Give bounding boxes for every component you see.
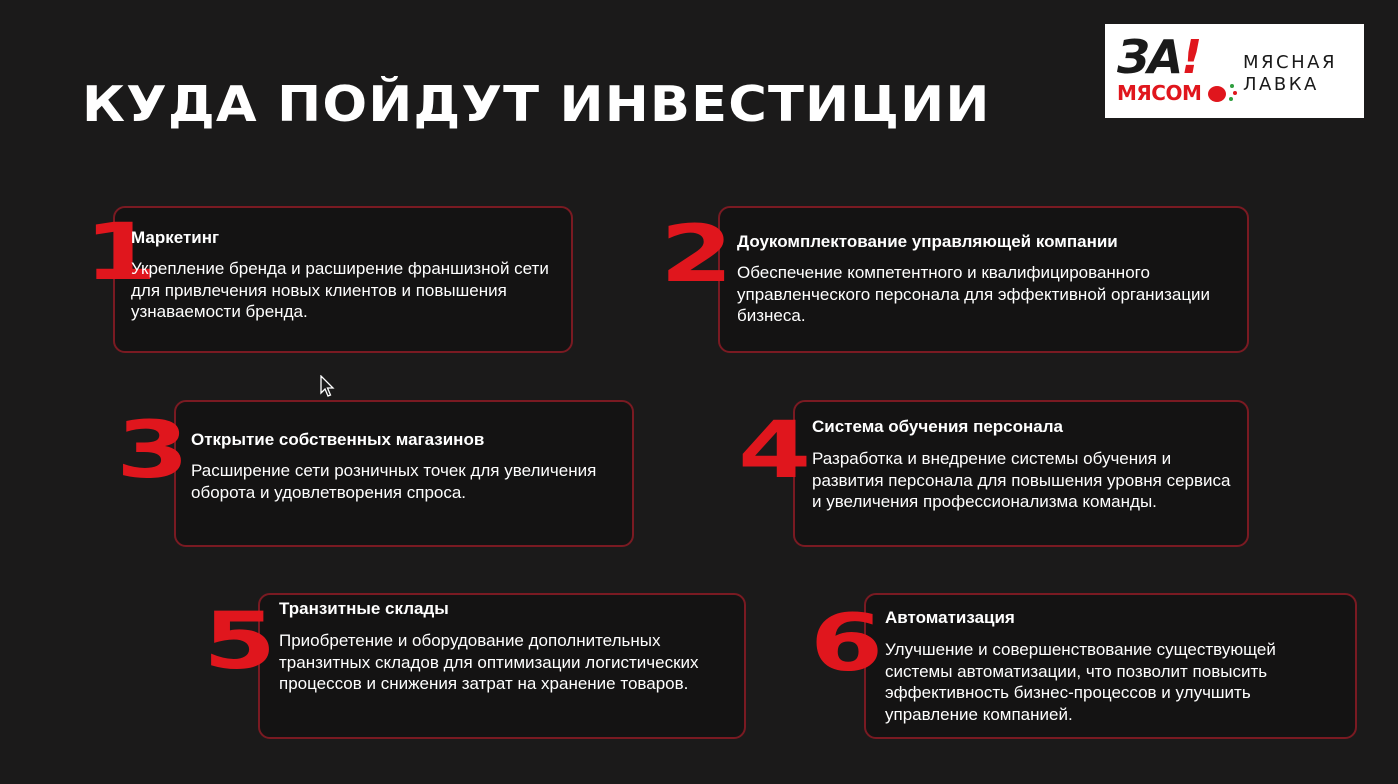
- logo-myasom-text: МЯСОМ: [1117, 81, 1202, 105]
- card-number: 4: [738, 406, 812, 496]
- card-title: Маркетинг: [131, 228, 220, 247]
- card-text: Расширение сети розничных точек для увеличения оборота и удовлетворения спроса.: [191, 461, 597, 502]
- card-number: 2: [660, 210, 734, 300]
- card-title: Доукомплектование управляющей компании: [737, 232, 1118, 251]
- dots-icon: [1228, 84, 1238, 104]
- card-text: Разработка и внедрение системы обучения и развития персонала для повышения уровня сервиса и увеличения профессионализма команды.: [812, 449, 1231, 511]
- logo-line-2: ЛАВКА: [1243, 74, 1319, 95]
- mouse-cursor-icon: [320, 375, 336, 399]
- slide-title: КУДА ПОЙДУТ ИНВЕСТИЦИИ: [82, 76, 991, 134]
- card-number: 3: [116, 406, 190, 496]
- card-text: Улучшение и совершенствование существующей системы автоматизации, что позволит повысить эффективность бизнес-процессов и улучшить управление компанией.: [885, 640, 1276, 724]
- logo-line-1: МЯСНАЯ: [1243, 52, 1337, 73]
- brand-logo: [1105, 24, 1364, 118]
- card-number: 5: [203, 597, 277, 687]
- card-title: Система обучения персонала: [812, 417, 1063, 436]
- card-text: Обеспечение компетентного и квалифицированного управленческого персонала для эффективной организации бизнеса.: [737, 263, 1211, 325]
- logo-za-text: ЗА!: [1117, 30, 1201, 84]
- card-title: Автоматизация: [885, 608, 1015, 627]
- card-title: Транзитные склады: [279, 599, 449, 618]
- pig-icon: [1208, 86, 1226, 102]
- card-title: Открытие собственных магазинов: [191, 430, 485, 449]
- card-text: Приобретение и оборудование дополнительных транзитных складов для оптимизации логистических процессов и снижения затрат на хранение товаров.: [279, 631, 699, 693]
- card-text: Укрепление бренда и расширение франшизной сети для привлечения новых клиентов и повышения узнаваемости бренда.: [131, 259, 549, 321]
- card-number: 1: [84, 208, 158, 298]
- card-number: 6: [810, 599, 884, 689]
